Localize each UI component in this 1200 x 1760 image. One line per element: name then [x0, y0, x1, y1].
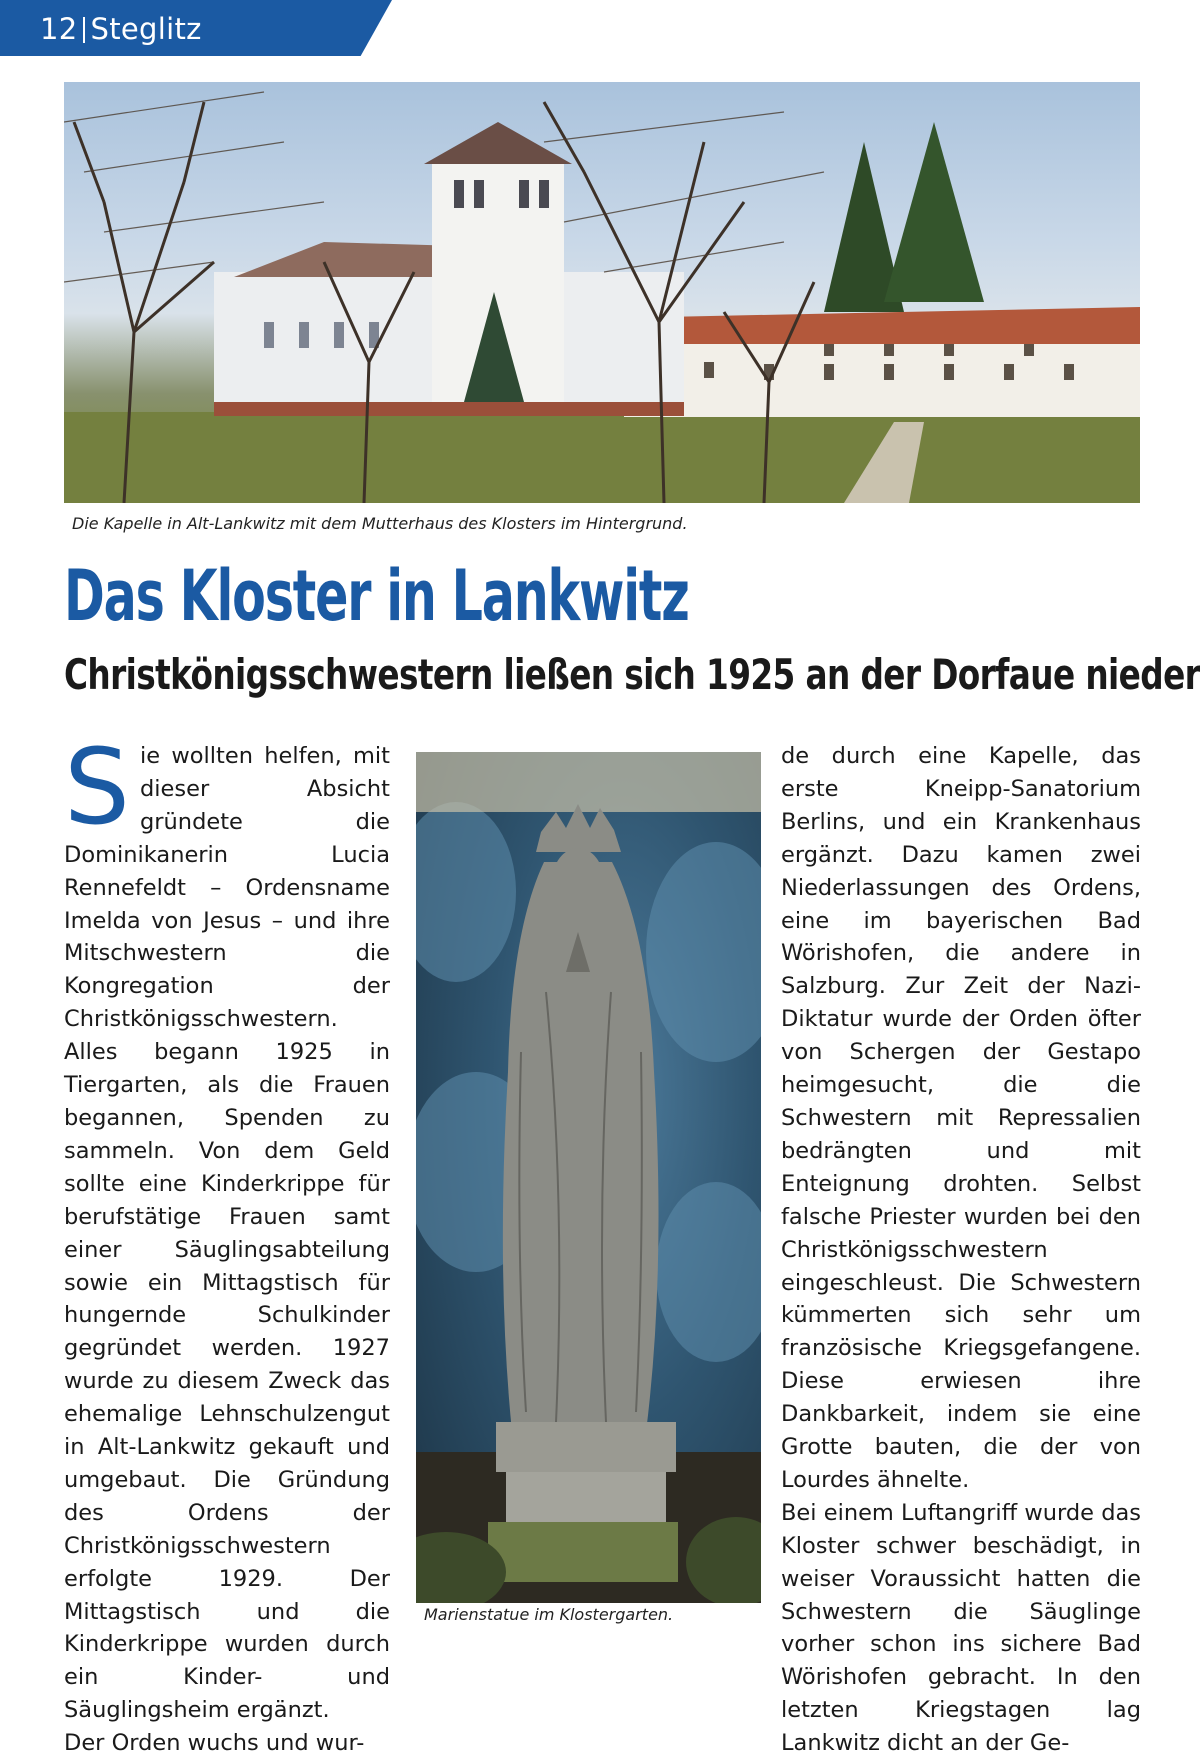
article-paragraph: Der Orden wuchs und wur-	[64, 1730, 365, 1757]
article-paragraph	[64, 726, 390, 1036]
drop-cap: S	[64, 726, 131, 848]
article-subtitle: Christkönigsschwestern ließen sich 1925 an der Dorfaue nieder	[64, 650, 1200, 699]
statue-photo	[416, 752, 761, 1603]
chapel-photo	[64, 82, 1140, 503]
statue-photo-caption: Marienstatue im Klostergarten.	[424, 1605, 674, 1624]
header-divider	[83, 17, 85, 43]
article-paragraph: Alles begann 1925 in Tiergarten, als die Frauen begannen, Spenden zu sammeln. Von dem Geld sollte eine Kinderkrippe für berufstätige Frauen samt einer Säuglingsabteilung sowie ein Mittagstisch für hungernde Schulkinder gegründet werden. 1927 wurde zu diesem Zweck das ehemalige Lehnschulzengut in Alt-Lankwitz gekauft und umgebaut. Die Gründung des Ordens der Christkönigsschwestern erfolgte 1929. Der Mittagstisch und die Kinderkrippe wurden durch ein Kinder- und Säuglingsheim ergänzt.	[64, 1039, 390, 1724]
section-header	[40, 12, 202, 46]
article-title: Das Kloster in Lankwitz	[64, 555, 689, 637]
article-text: ie wollten helfen, mit dieser Absicht gründete die Dominikanerin Lucia Rennefeldt – Ordensname Imelda von Jesus – und ihre Mitschwestern die Kongregation der Christkönigsschwestern.	[64, 743, 390, 1033]
article-column-left	[64, 726, 390, 1760]
section-name: Steglitz	[90, 12, 202, 46]
chapel-photo-caption: Die Kapelle in Alt-Lankwitz mit dem Mutterhaus des Klosters im Hintergrund.	[72, 514, 688, 533]
article-paragraph: Bei einem Luftangriff wurde das Kloster schwer beschädigt, in weiser Voraussicht hatten die Schwestern die Säuglinge vorher schon ins sichere Bad Wörishofen gebracht. In den letzten Kriegstagen lag Lankwitz dicht an der Ge-	[781, 1499, 1141, 1757]
article-column-right	[781, 740, 1141, 1760]
article-paragraph: de durch eine Kapelle, das erste Kneipp-Sanatorium Berlins, und ein Krankenhaus ergänzt. Dazu kamen zwei Niederlassungen des Ordens, eine im bayerischen Bad Wörishofen, die andere in Salzburg. Zur Zeit der Nazi-Diktatur wurde der Orden öfter von Schergen der Gestapo heimgesucht, die die Schwestern mit Repressalien bedrängten und mit Enteignung drohten. Selbst falsche Priester wurden bei den Christkönigsschwestern eingeschleust. Die Schwestern kümmerten sich sehr um französische Kriegsgefangene. Diese erwiesen ihre Dankbarkeit, indem sie eine Grotte bauten, die der von Lourdes ähnelte.	[781, 743, 1141, 1493]
page-number: 12	[40, 12, 78, 46]
